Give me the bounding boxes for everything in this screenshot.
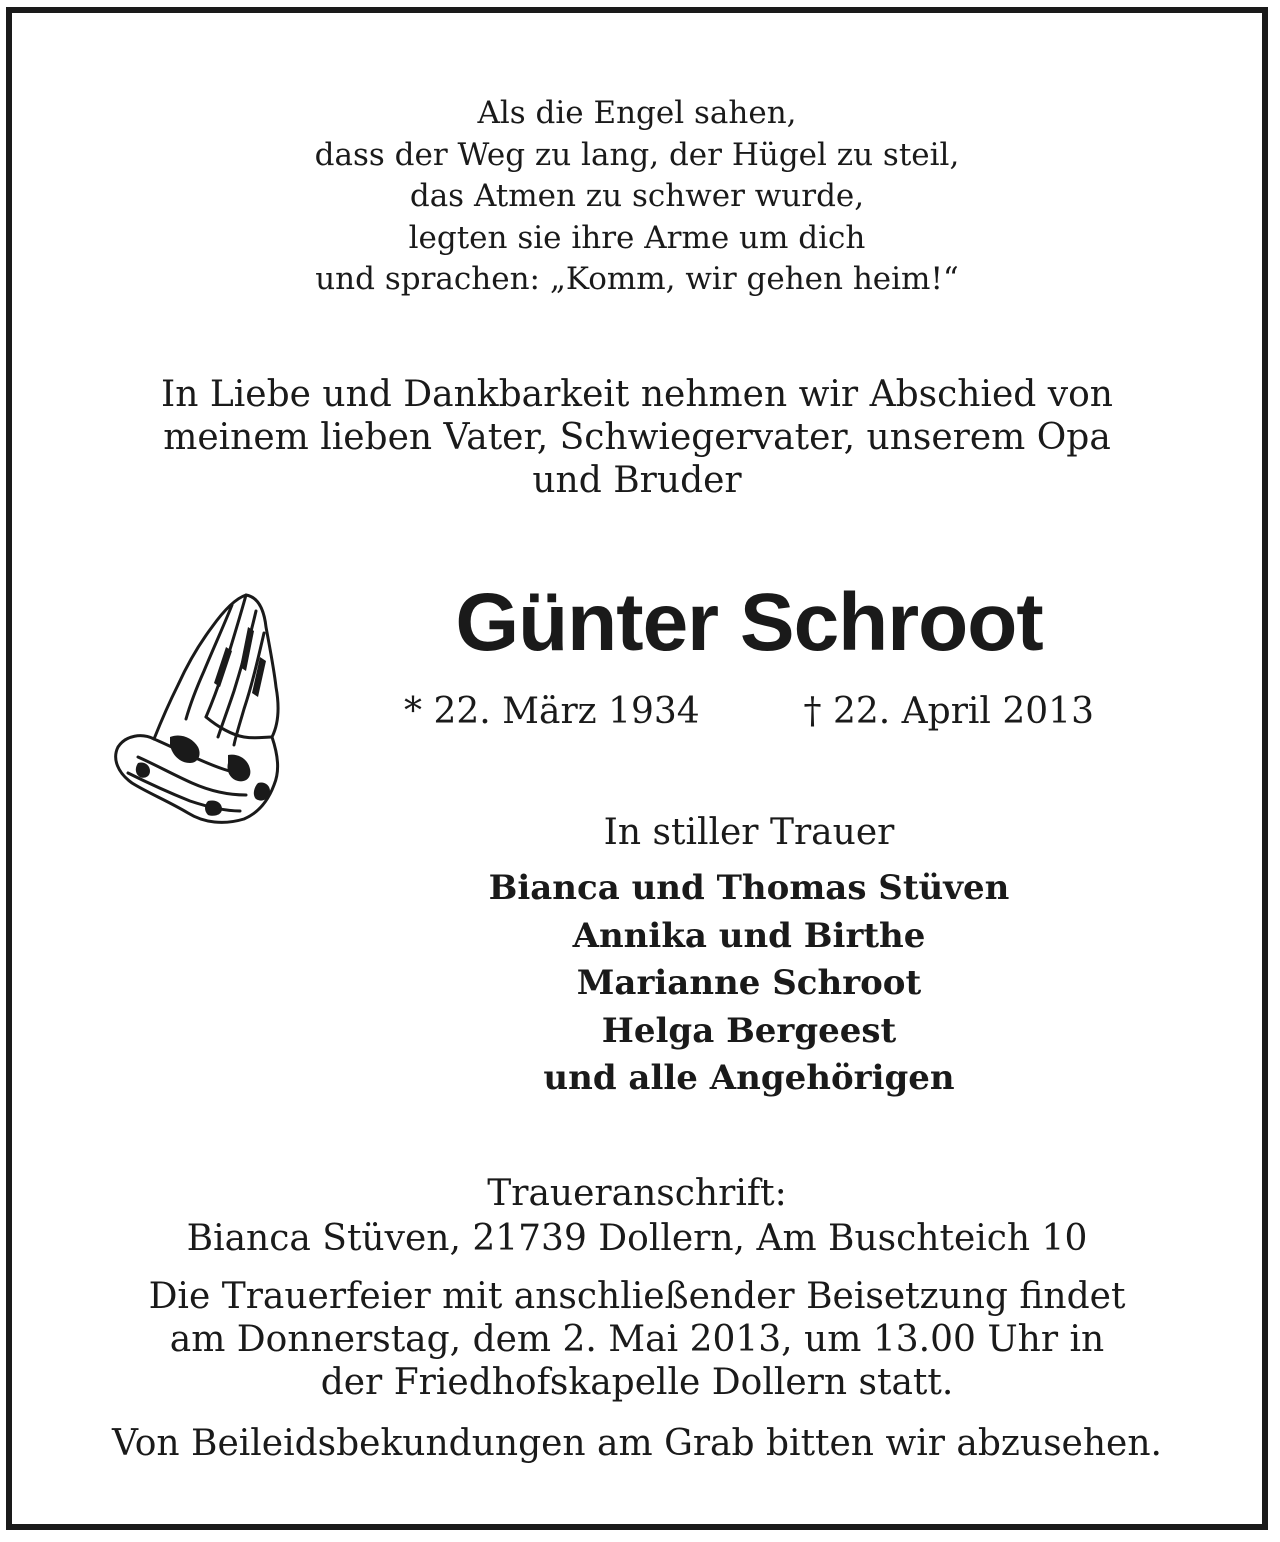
service-line: am Donnerstag, dem 2. Mai 2013, um 13.00 Uhr in (169, 1319, 1105, 1360)
address-label: Traueranschrift: (487, 1173, 787, 1214)
obituary-frame (6, 7, 1268, 1530)
mourning-intro: In stiller Trauer (603, 812, 895, 853)
address-value: Bianca Stüven, 21739 Dollern, Am Buschteich 10 (186, 1218, 1088, 1259)
service-line: Die Trauerfeier mit anschließender Beisetzung findet (148, 1276, 1126, 1317)
death-date: † 22. April 2013 (803, 691, 1094, 732)
birth-date: * 22. März 1934 (404, 691, 700, 732)
poem-line: und sprachen: „Komm, wir gehen heim!“ (315, 261, 959, 297)
mourner-name: Bianca und Thomas Stüven (488, 868, 1010, 908)
poem-line: dass der Weg zu lang, der Hügel zu steil, (314, 136, 960, 173)
mourning-address (12, 1171, 1262, 1261)
service-line: der Friedhofskapelle Dollern statt. (320, 1362, 954, 1403)
poem (12, 93, 1262, 301)
intro-line: und Bruder (532, 460, 742, 501)
deceased-name: Günter Schroot (455, 577, 1043, 668)
mourner-name: Helga Bergeest (601, 1010, 897, 1051)
condolence-note: Von Beileidsbekundungen am Grab bitten wir abzusehen. (112, 1423, 1162, 1464)
mourner-name: und alle Angehörigen (543, 1058, 955, 1098)
praying-hands-icon (108, 587, 283, 827)
funeral-service-info (12, 1275, 1262, 1404)
mourner-name: Annika und Birthe (572, 915, 926, 956)
intro-line: In Liebe und Dankbarkeit nehmen wir Abschied von (161, 374, 1113, 415)
poem-line: Als die Engel sahen, (477, 95, 797, 131)
mourner-name: Marianne Schroot (576, 963, 922, 1003)
mourners-block (404, 809, 1094, 1103)
intro-line: meinem lieben Vater, Schwiegervater, unserem Opa (163, 417, 1111, 458)
farewell-intro (12, 373, 1262, 502)
poem-line: das Atmen zu schwer wurde, (409, 178, 865, 214)
poem-line: legten sie ihre Arme um dich (408, 219, 866, 256)
